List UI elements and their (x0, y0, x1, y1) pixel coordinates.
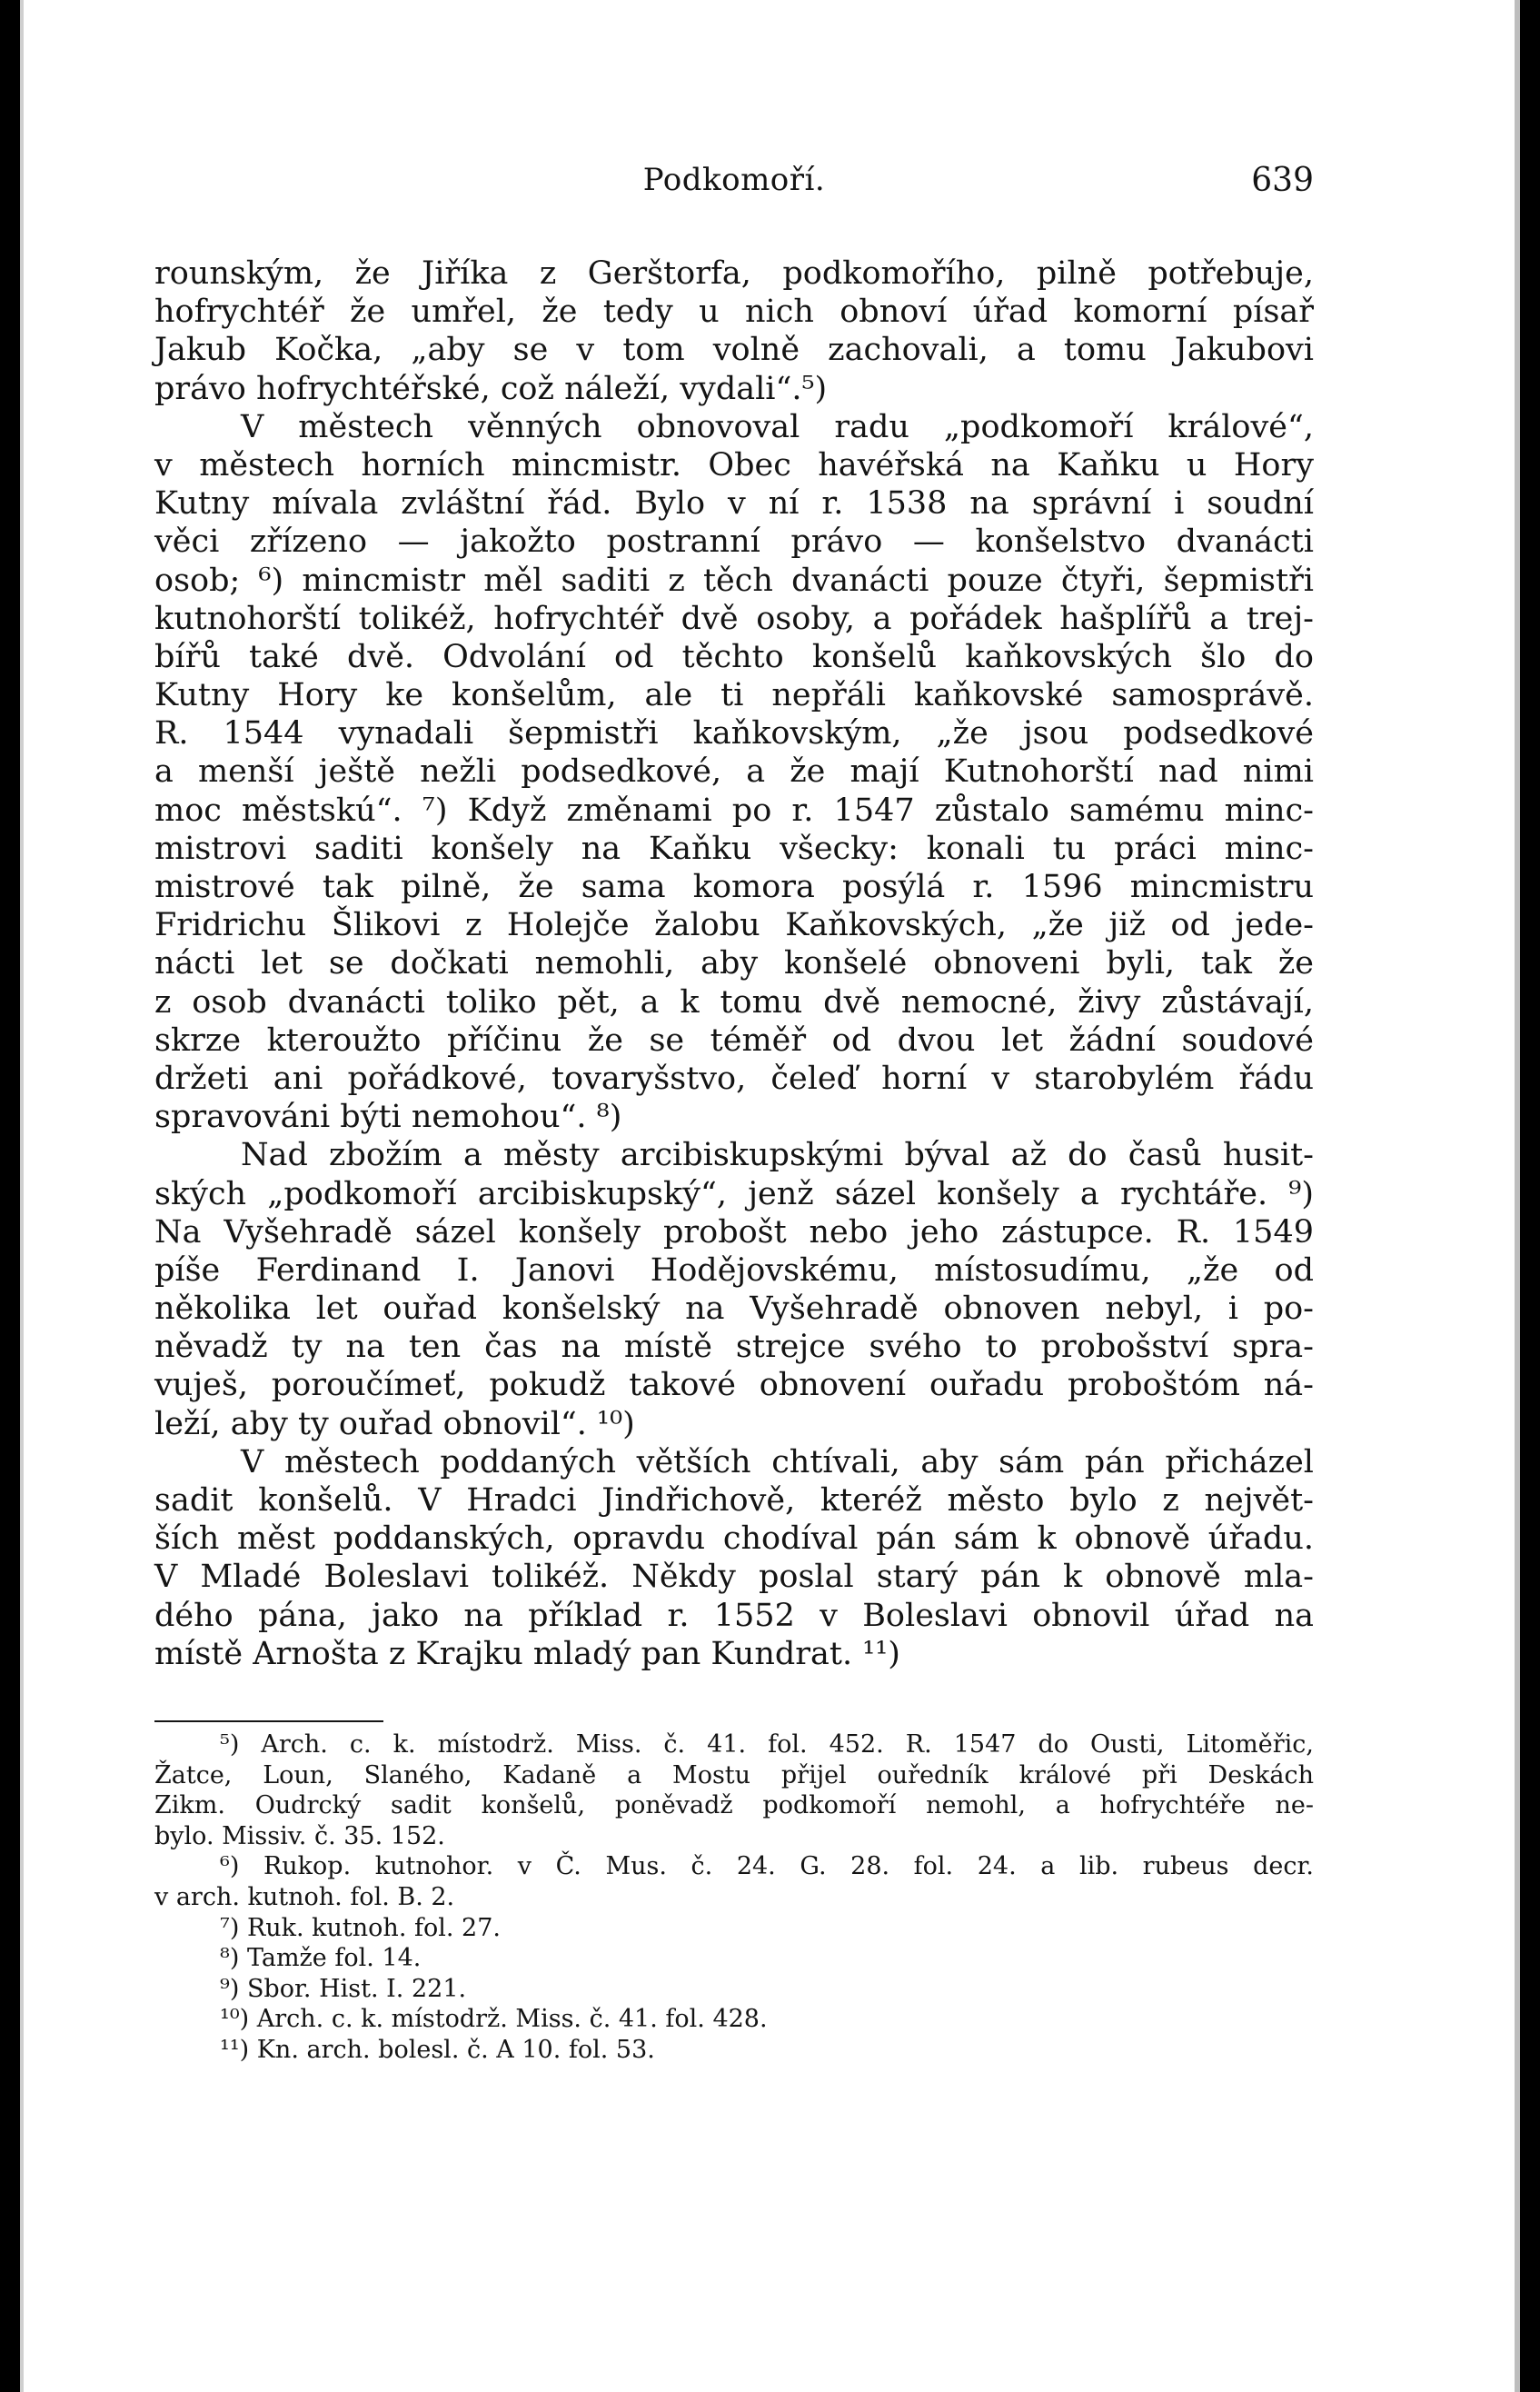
page-header (154, 162, 1314, 204)
text-line: v městech horních mincmistr. Obec havéřská na Kaňku u Hory (154, 446, 1314, 483)
text-line: hofrychtéř že umřel, že tedy u nich obnoví úřad komorní písař (154, 294, 1314, 331)
running-head: Podkomoří. (642, 162, 826, 198)
text-line: rounským, že Jiříka z Gerštorfa, podkomořího, pilně potřebuje, (154, 255, 1314, 292)
footnote-line: ⁶) Rukop. kutnohor. v Č. Mus. č. 24. G. 28. fol. 24. a lib. rubeus decr. (220, 1852, 1314, 1881)
scan-edge-right (1520, 0, 1540, 2392)
text-line: ských „podkomoří arcibiskupský“, jenž sázel konšely a rychtáře. ⁹) (154, 1175, 1314, 1212)
footnote-line: ⁵) Arch. c. k. místodrž. Miss. č. 41. fol. 452. R. 1547 do Ousti, Litoměřic, (220, 1730, 1314, 1759)
scan-edge-right-shadow (1515, 0, 1520, 2392)
text-line: R. 1544 vynadali šepmistři kaňkovským, „že jsou podsedkové (154, 715, 1314, 752)
footnote-line: Žatce, Loun, Slaného, Kadaně a Mostu přijel ouředník králové při Deskách (154, 1760, 1314, 1789)
text-line: něvadž ty na ten čas na místě strejce svého to probošství spra- (154, 1329, 1314, 1366)
text-line: píše Ferdinand I. Janovi Hodějovskému, místosudímu, „že od (154, 1251, 1314, 1289)
footnote-line: bylo. Missiv. č. 35. 152. (154, 1821, 445, 1850)
text-line: nácti let se dočkati nemohli, aby konšelé obnoveni byli, tak že (154, 945, 1314, 982)
footnotes (154, 1729, 1314, 2066)
page-number: 639 (1251, 162, 1314, 199)
text-line: ších měst poddanských, opravdu chodíval pán sám k obnově úřadu. (154, 1520, 1314, 1558)
footnote-line: ⁷) Ruk. kutnoh. fol. 27. (220, 1913, 501, 1942)
text-line: bířů také dvě. Odvolání od těchto konšelů kaňkovských šlo do (154, 638, 1314, 675)
text-line: leží, aby ty ouřad obnovil“. ¹⁰) (154, 1405, 635, 1442)
text-line: několika let ouřad konšelský na Vyšehradě obnoven nebyl, i po- (154, 1291, 1314, 1328)
text-line: Kutny mívala zvláštní řád. Bylo v ní r. 1538 na správní i soudní (154, 485, 1314, 523)
text-line: mistrové tak pilně, že sama komora posýlá r. 1596 mincmistru (154, 869, 1314, 905)
text-line: věci zřízeno — jakožto postranní právo — konšelstvo dvanácti (154, 523, 1314, 561)
text-line: Kutny Hory ke konšelům, ale ti nepřáli kaňkovské samosprávě. (154, 677, 1314, 714)
text-line: a menší ještě nežli podsedkové, a že mají Kutnohorští nad nimi (154, 753, 1314, 791)
footnote-line: ⁹) Sbor. Hist. I. 221. (220, 1974, 467, 2003)
paragraph-start-line: V městech věnných obnovoval radu „podkomoří králové“, (241, 408, 1314, 445)
text-line: Fridrichu Šlikovi z Holejče žalobu Kaňkovských, „že již od jede- (154, 907, 1314, 944)
text-line: spravováni býti nemohou“. ⁸) (154, 1099, 622, 1136)
text-line: z osob dvanácti toliko pět, a k tomu dvě nemocné, živy zůstávají, (154, 983, 1314, 1021)
footnote-line: ⁸) Tamže fol. 14. (220, 1944, 422, 1973)
text-line: osob; ⁶) mincmistr měl saditi z těch dvanácti pouze čtyři, šepmistři (154, 562, 1314, 599)
text-line: místě Arnošta z Krajku mladý pan Kundrat. ¹¹) (154, 1635, 900, 1672)
text-line: právo hofrychtéřské, což náleží, vydali“.⁵) (154, 370, 828, 407)
footnote-line: ¹¹) Kn. arch. bolesl. č. A 10. fol. 53. (220, 2035, 655, 2064)
footnote-separator (154, 1720, 383, 1722)
scan-edge-left (0, 0, 20, 2392)
text-line: sadit konšelů. V Hradci Jindřichově, kteréž město bylo z největ- (154, 1482, 1314, 1519)
text-line: kutnohorští tolikéž, hofrychtéř dvě osoby, a pořádek hašplířů a trej- (154, 600, 1314, 637)
text-line: vuješ, poroučímeť, pokudž takové obnovení ouřadu proboštóm ná- (154, 1367, 1314, 1404)
footnote-line: v arch. kutnoh. fol. B. 2. (154, 1882, 455, 1911)
footnote-line: Zikm. Oudrcký sadit konšelů, poněvadž podkomoří nemohl, a hofrychtéře ne- (154, 1791, 1314, 1820)
body-text (154, 254, 1314, 1673)
text-line: dého pána, jako na příklad r. 1552 v Boleslavi obnovil úřad na (154, 1597, 1314, 1634)
paragraph-start-line: V městech poddaných větších chtívali, aby sám pán přicházel (241, 1443, 1314, 1480)
text-line: V Mladé Boleslavi tolikéž. Někdy poslal starý pán k obnově mla- (154, 1559, 1314, 1596)
text-line: Na Vyšehradě sázel konšely probošt nebo jeho zástupce. R. 1549 (154, 1213, 1314, 1251)
text-line: Jakub Kočka, „aby se v tom volně zachovali, a tomu Jakubovi (154, 332, 1314, 369)
text-line: moc městskú“. ⁷) Když změnami po r. 1547 zůstalo samému minc- (154, 792, 1314, 829)
paragraph-start-line: Nad zbožím a městy arcibiskupskými býval až do časů husit- (241, 1137, 1314, 1174)
text-line: držeti ani pořádkové, tovaryšstvo, čeleď horní v starobylém řádu (154, 1060, 1314, 1097)
text-line: skrze kteroužto příčinu že se téměř od dvou let žádní soudové (154, 1022, 1314, 1059)
text-line: mistrovi saditi konšely na Kaňku všecky: konali tu práci minc- (154, 830, 1314, 867)
footnote-line: ¹⁰) Arch. c. k. místodrž. Miss. č. 41. fol. 428. (220, 2005, 768, 2034)
scan-edge-left-shadow (20, 0, 24, 2392)
